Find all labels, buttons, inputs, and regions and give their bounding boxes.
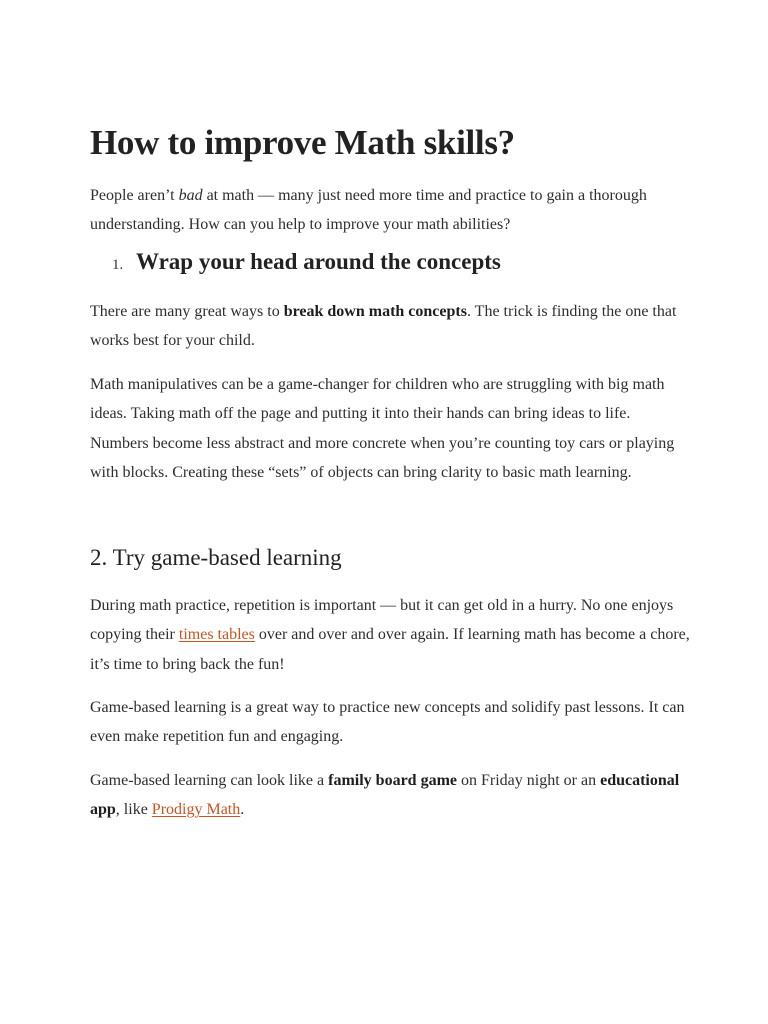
game-p3-text-4: . (240, 801, 245, 819)
educational-app-bold: educational app (90, 772, 680, 819)
game-text-2: over and over and over again. If learning math has become a chore, it’s time to bring back the fun! (90, 626, 690, 673)
concepts-text-2: . The trick is finding the one that works best for your child. (90, 303, 677, 350)
game-text-1: During math practice, repetition is important — but it can get old in a hurry. No one enjoys copying their (90, 597, 674, 644)
page-title: How to improve Math skills? (90, 123, 515, 162)
game-p3-text-3: , like (115, 801, 152, 819)
game-p3-text-2: on Friday night or an (457, 772, 601, 789)
concepts-paragraph-2: Math manipulatives can be a game-changer for children who are struggling with big math ideas. Taking math off the page and putting it into their hands can bring ideas to life. Numbers become less abstract and more concrete when you’re counting toy cars or playing with blocks. Creating these “sets” of objects can bring clarity to basic math learning. (90, 376, 675, 481)
game-paragraph-3 (90, 766, 690, 825)
game-paragraph-2: Game-based learning is a great way to practice new concepts and solidify past lessons. It can even make repetition fun and engaging. (90, 699, 685, 746)
section-heading-concepts: Wrap your head around the concepts (136, 249, 501, 274)
concepts-text-1: There are many great ways to (90, 303, 284, 320)
section-heading-game-based: 2. Try game-based learning (90, 545, 342, 570)
concepts-bold: break down math concepts (283, 303, 467, 320)
game-p3-text-1: Game-based learning can look like a (90, 772, 329, 789)
intro-text-1: People aren’t (90, 187, 179, 204)
list-item-concepts (112, 249, 501, 275)
times-tables-link[interactable]: times tables (178, 626, 255, 644)
game-paragraph-1 (90, 591, 690, 679)
concepts-paragraph-1 (90, 297, 690, 356)
intro-emphasis: bad (178, 187, 203, 204)
intro-paragraph (90, 181, 690, 240)
prodigy-math-link[interactable]: Prodigy Math (151, 801, 241, 819)
family-board-game-bold: family board game (328, 772, 457, 789)
intro-text-2: at math — many just need more time and practice to gain a thorough understanding. How can you help to improve your math abilities? (90, 187, 647, 234)
list-number: 1. (112, 257, 124, 273)
